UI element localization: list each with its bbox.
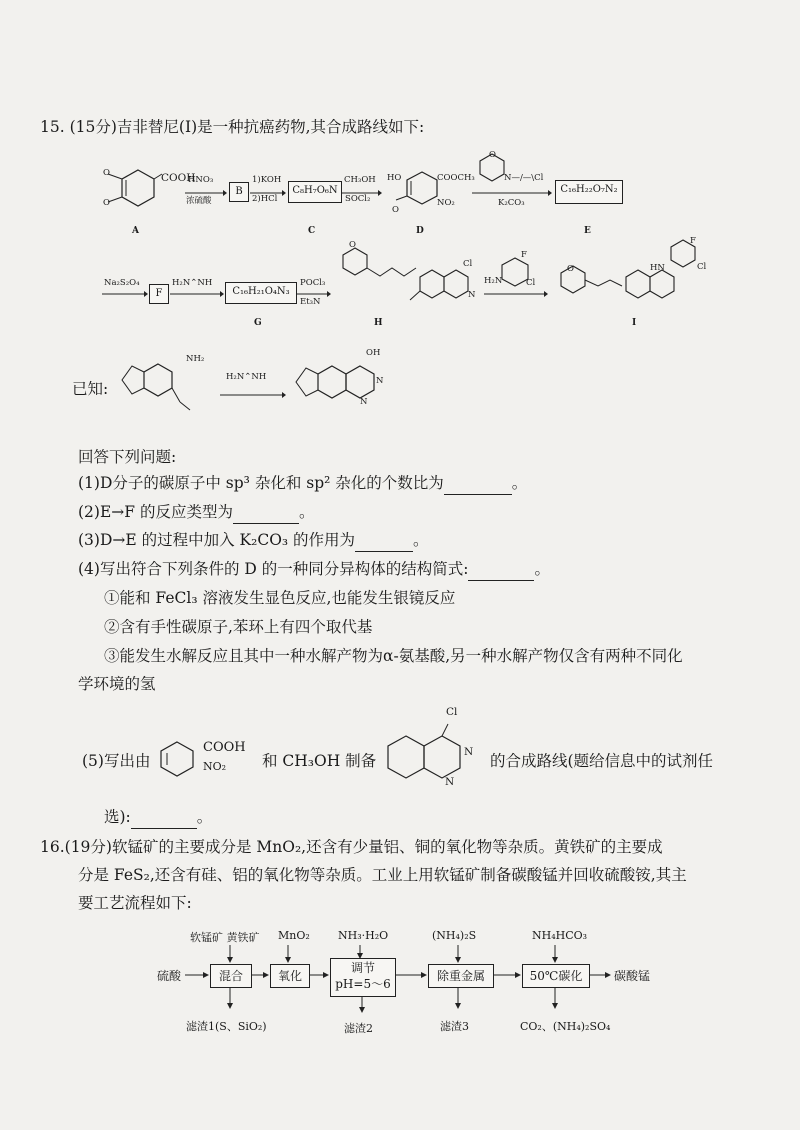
reagent-pocl3: POCl₃ xyxy=(300,278,326,288)
flow-input-5: NH₄HCO₃ xyxy=(532,929,588,942)
box-c: C₈H₇O₆N xyxy=(288,181,342,203)
q15-header: 15. (15分)吉非替尼(I)是一种抗癌药物,其合成路线如下: xyxy=(40,118,425,136)
reagent-na2s2o4: Na₂S₂O₄ xyxy=(104,278,140,288)
reagent-3-bottom: SOCl₂ xyxy=(345,194,371,204)
aniline-cl: Cl xyxy=(526,278,536,288)
compound-i-hn: HN xyxy=(650,263,665,273)
flow-step-mix: 混合 xyxy=(210,964,252,988)
flow-residue-1: 滤渣1(S、SiO₂) xyxy=(186,1020,267,1033)
condition-2: ②含有手性碳原子,苯环上有四个取代基 xyxy=(104,618,373,636)
reagent-3-top: CH₃OH xyxy=(344,175,376,185)
reagent-4-top: N—/—\Cl xyxy=(504,173,544,183)
flow-start: 硫酸 xyxy=(157,969,182,983)
question-5-text-a: (5)写出由 xyxy=(82,752,151,770)
q5-cooh: COOH xyxy=(203,740,246,755)
box-e: C₁₆H₂₂O₇N₂ xyxy=(555,180,623,204)
question-5-text-c: 的合成路线(题给信息中的试剂任 xyxy=(490,752,714,770)
q16-line-1: 16.(19分)软锰矿的主要成分是 MnO₂,还含有少量铝、铜的氧化物等杂质。黄铁矿的主要成 xyxy=(40,838,663,856)
box-b: B xyxy=(229,182,249,202)
compound-h-cl: Cl xyxy=(463,259,473,269)
period: 。 xyxy=(511,474,528,492)
compound-d-oh: HO xyxy=(387,173,402,183)
compound-h-n: N xyxy=(468,290,476,300)
reagent-1-bottom: 浓硫酸 xyxy=(186,196,212,206)
reagent-4-bottom: K₂CO₃ xyxy=(498,198,525,208)
period: 。 xyxy=(298,503,315,521)
q5-n2: N xyxy=(445,776,455,788)
flow-byproducts: CO₂、(NH₄)₂SO₄ xyxy=(520,1020,611,1033)
flow-step-ph-range: pH=5～6 xyxy=(335,977,391,991)
period: 。 xyxy=(196,808,213,826)
period: 。 xyxy=(413,531,429,549)
flow-step-remove-metals: 除重金属 xyxy=(428,964,494,988)
flow-input-2: MnO₂ xyxy=(278,929,310,942)
period: 。 xyxy=(534,560,550,578)
label-h: H xyxy=(374,318,383,328)
morpholine-o: O xyxy=(489,150,496,160)
q5-n1: N xyxy=(464,746,474,758)
flow-input-3: NH₃·H₂O xyxy=(338,929,389,942)
question-4-text: (4)写出符合下列条件的 D 的一种同分异构体的结构简式: xyxy=(78,560,469,578)
morpholine-o: O xyxy=(567,264,574,274)
flow-product: 碳酸锰 xyxy=(614,969,651,983)
methoxy-text: O xyxy=(103,198,110,208)
question-1-text: (1)D分子的碳原子中 sp³ 杂化和 sp² 杂化的个数比为 xyxy=(78,474,444,492)
flow-input-4: (NH₄)₂S xyxy=(432,929,477,942)
flow-step-carbonation: 50℃碳化 xyxy=(522,964,590,988)
known-n1: N xyxy=(376,376,384,386)
q16-line-3: 要工艺流程如下: xyxy=(78,894,192,912)
flow-residue-2: 滤渣2 xyxy=(344,1022,373,1035)
q5-cl: Cl xyxy=(446,706,458,718)
compound-d-no2: NO₂ xyxy=(437,198,455,208)
label-c: C xyxy=(308,226,316,236)
box-f: F xyxy=(149,284,169,304)
reagent-1-top: HNO₃ xyxy=(188,175,214,185)
question-3-text: (3)D→E 的过程中加入 K₂CO₃ 的作用为 xyxy=(78,531,356,549)
flow-input-1: 软锰矿 黄铁矿 xyxy=(190,931,260,944)
reagent-amidine: H₂N⌃NH xyxy=(172,278,213,288)
reagent-2-top: 1)KOH xyxy=(252,175,282,185)
q5-no2: NO₂ xyxy=(203,760,227,773)
label-d: D xyxy=(416,226,424,236)
label-e: E xyxy=(584,226,591,236)
compound-d-ester: COOCH₃ xyxy=(437,173,475,183)
label-g: G xyxy=(254,318,262,328)
known-label: 已知: xyxy=(72,380,109,398)
compound-i-cl: Cl xyxy=(697,262,707,272)
known-n2: N xyxy=(360,397,368,407)
question-2-text: (2)E→F 的反应类型为 xyxy=(78,503,233,521)
reagent-2-bottom: 2)HCl xyxy=(252,194,278,204)
reagent-et3n: Et₃N xyxy=(300,297,321,307)
flow-step-oxidize: 氧化 xyxy=(270,964,310,988)
known-amidine: H₂N⌃NH xyxy=(226,372,267,382)
condition-3b: 学环境的氢 xyxy=(78,675,156,693)
question-5-text-b: 和 CH₃OH 制备 xyxy=(262,752,377,770)
answer-prompt: 回答下列问题: xyxy=(78,448,177,466)
flow-step-adjust-ph xyxy=(330,958,396,997)
box-g: C₁₆H₂₁O₄N₃ xyxy=(225,282,297,304)
condition-3a: ③能发生水解反应且其中一种水解产物为α-氨基酸,另一种水解产物仅含有两种不同化 xyxy=(104,647,683,665)
q5-select-text: 选): xyxy=(104,808,131,826)
label-i: I xyxy=(632,318,637,328)
flow-residue-3: 滤渣3 xyxy=(440,1020,469,1033)
label-a: A xyxy=(132,226,139,236)
condition-1: ①能和 FeCl₃ 溶液发生显色反应,也能发生银镜反应 xyxy=(104,589,456,607)
q16-line-2: 分是 FeS₂,还含有硅、铝的氧化物等杂质。工业上用软锰矿制备碳酸锰并回收硫酸铵,其主 xyxy=(78,866,687,884)
aniline-f: F xyxy=(521,250,527,260)
methoxy-text: O xyxy=(392,205,399,215)
compound-i-f: F xyxy=(690,236,696,246)
methoxy-text: O xyxy=(103,168,110,178)
known-nh2: NH₂ xyxy=(186,354,205,364)
known-oh: OH xyxy=(366,348,381,358)
morpholine-o: O xyxy=(349,240,356,250)
compound-a-cooh: COOH xyxy=(161,172,196,184)
flow-step-adjust-label: 调节 xyxy=(350,961,375,975)
aniline-nh2: H₂N xyxy=(484,276,503,286)
